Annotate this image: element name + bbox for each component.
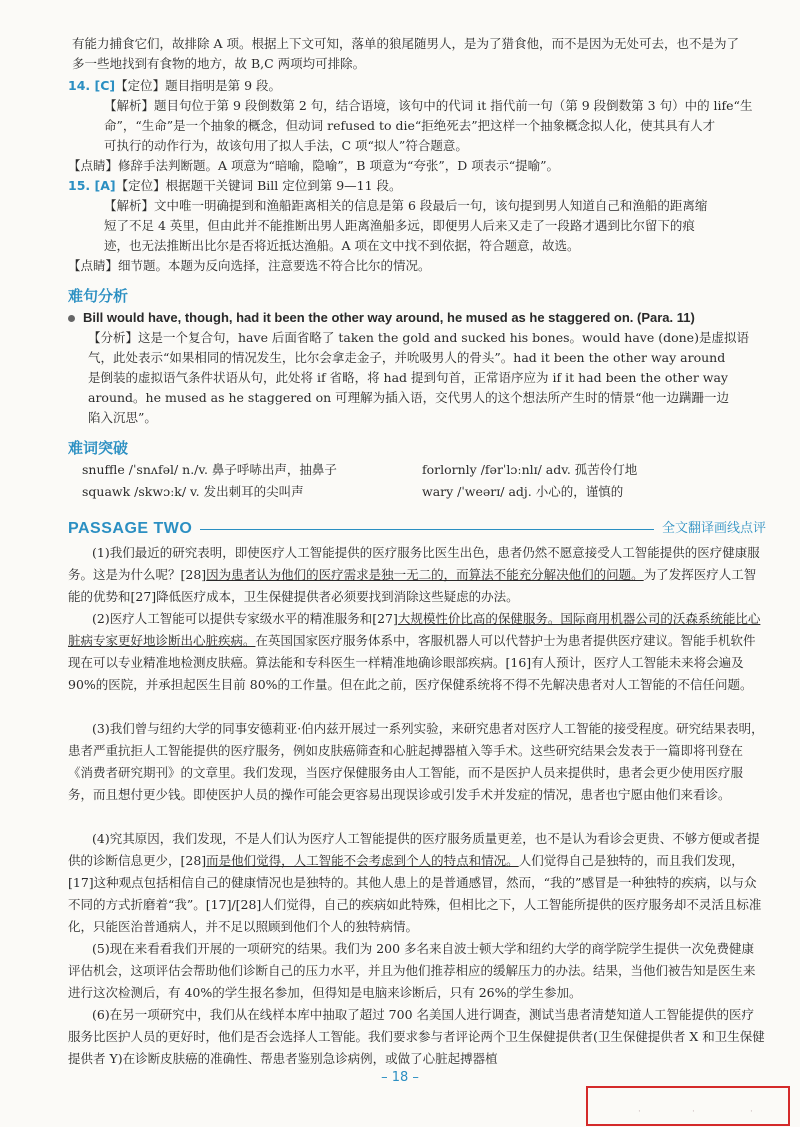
question-14 [68, 76, 768, 176]
analysis-line: 【分析】这是一个复合句，have 后面省略了 taken the gold and sucked his bones。would have (done)是虚拟语 [88, 330, 749, 345]
passage-subtitle: 全文翻译画线点评 [661, 521, 766, 536]
analysis-line: around。he mused as he staggered on 可理解为插入语，交代男人的这个想法所产生时的情景“他一边蹒跚一边 [88, 390, 730, 405]
divider [200, 529, 654, 530]
translation-paragraph [68, 718, 766, 806]
analysis-line: 迹，也无法推断出比尔是否将近抵达渔船。A 项在文中找不到依据，符合题意，故选。 [104, 238, 580, 253]
para-text: 为了发挥医疗人工智能的优势和[27]降低医疗成本，卫生保健提供者必须要找到消除这些疑虑的办法。 [68, 567, 757, 604]
translation-paragraph [68, 1004, 766, 1070]
intro-line: 多一些地找到有食物的地方，故 B,C 两项均可排除。 [72, 56, 366, 71]
passage-header [68, 519, 766, 539]
vocab-item: wary /ˈweərɪ/ adj. 小心的，谨慎的 [422, 484, 624, 499]
page-number: – 18 – [381, 1070, 419, 1085]
analysis-line: 可执行的动作行为，故该句用了拟人手法，C 项“拟人”符合题意。 [104, 138, 468, 153]
faint-mark: · [692, 1107, 695, 1117]
para-text: (2)医疗人工智能可以提供专家级水平的精准服务和[27] [92, 611, 398, 626]
analysis-line: 命”，“生命”是一个抽象的概念，但动词 refused to die“拒绝死去”把这样一个抽象概念拟人化，使其具有人才 [104, 118, 716, 133]
highlight-box [586, 1086, 790, 1126]
para-text: 在英国国家医疗服务体系中，客服机器人可以代替护士为患者提供医疗建议。智能手机软件现在可以专业精准地检测皮肤癌。算法能和专科医生一样精准地确诊眼部疾病。[16]有人预计，医疗人工智能未来将会遍及 90%的医院，并承担起医生目前 80%的工作量。但在此之前，医疗保健系统将不得不先解决患者对人工智能的不信任问题。 [68, 633, 756, 692]
underlined-text: 大规模性价比高的保健服务。国际商用机器公司的沃森系统能比心脏病专家更好地诊断出心脏疾病。 [68, 611, 761, 648]
underlined-text: 而是他们觉得，人工智能不会考虑到个人的特点和情况。 [206, 853, 519, 868]
analysis-block [68, 96, 768, 156]
analysis-line: 【解析】题目句位于第 9 段倒数第 2 句，结合语境，该句中的代词 it 指代前一句（第 9 段倒数第 3 句）中的 life“生 [104, 98, 753, 113]
question-number: 14. [C] [68, 78, 116, 93]
passage-title: PASSAGE TWO [68, 520, 193, 537]
para-text: (4)究其原因，我们发现，不是人们认为医疗人工智能提供的医疗服务质量更差，也不是认为看诊会更贵、不够方便或者提供的诊断信息更少，[28] [68, 831, 760, 868]
section-heading-hard-sentence: 难句分析 [68, 287, 129, 305]
hard-sentence-block [68, 308, 768, 428]
question-number: 15. [A] [68, 178, 116, 193]
underlined-text: 因为患者认为他们的医疗需求是独一无二的，而算法不能充分解决他们的问题。 [206, 567, 644, 582]
locate-text: 【定位】根据题干关键词 Bill 定位到第 9—11 段。 [115, 178, 402, 193]
analysis-line: 短了不足 4 英里，但由此并不能推断出男人距离渔船多远，即便男人后来又走了一段路才遇到比尔留下的痕 [104, 218, 695, 233]
tip-text: 【点睛】修辞手法判断题。A 项意为“暗喻，隐喻”，B 项意为“夸张”，D 项表示“提喻”。 [68, 158, 559, 173]
intro-text [72, 34, 764, 74]
para-text: 人们觉得自己是独特的，而且我们发现，[17]这种观点包括相信自己的健康情况也是独特的。其他人患上的是普通感冒，然而，“我的”感冒是一种独特的疾病，以与众不同的方式折磨着“我”。[17]/[28]人们觉得，自己的疾病如此特殊，但相比之下，人工智能所提供的医疗服务却不灵活且标准化，只能医治普通病人，并不足以照顾到他们个人的独特病情。 [68, 853, 762, 934]
translation-paragraph [68, 938, 766, 1004]
para-text: (3)我们曾与纽约大学的同事安德莉亚·伯内兹开展过一系列实验，来研究患者对医疗人工智能的接受程度。研究结果表明，患者严重抗拒人工智能提供的医疗服务，例如皮肤癌筛查和心脏起搏器植入等手术。这些研究结果会发表于一篇即将刊登在《消费者研究期刊》的文章里。我们发现，当医疗保健服务由人工智能，而不是医护人员来提供时，患者会更少使用医疗服务，而且想付更少钱。即使医护人员的操作可能会更容易出现误诊或引发手术并发症的情况，患者也宁愿由他们来看诊。 [68, 721, 764, 802]
bullet-icon [68, 315, 75, 322]
example-sentence: Bill would have, though, had it been the other way around, he mused as he staggered on. (Para. 11) [83, 310, 695, 325]
question-15 [68, 176, 768, 276]
translation-paragraph [68, 608, 766, 696]
translation-paragraph [68, 542, 766, 608]
analysis-line: 【解析】文中唯一明确提到和渔船距离相关的信息是第 6 段最后一句，该句提到男人知道自己和渔船的距离缩 [104, 198, 708, 213]
faint-mark: · [750, 1107, 753, 1117]
tip-text: 【点睛】细节题。本题为反向选择，注意要选不符合比尔的情况。 [68, 258, 431, 273]
analysis-line: 气，此处表示“如果相同的情况发生，比尔会拿走金子，并吮吸男人的骨头”。had it been the other way around [88, 350, 726, 365]
vocab-item: squawk /skwɔːk/ v. 发出刺耳的尖叫声 [82, 484, 304, 499]
analysis-line: 陷入沉思”。 [88, 410, 157, 425]
translation-paragraph [68, 828, 766, 938]
analysis-line: 是倒装的虚拟语气条件状语从句，此处将 if 省略，将 had 提到句首，正常语序应为 if it had been the other way [88, 370, 728, 385]
para-text: (1)我们最近的研究表明，即使医疗人工智能提供的医疗服务比医生出色，患者仍然不愿意接受人工智能提供的医疗健康服务。这是为什么呢？[28] [68, 545, 760, 582]
vocab-item: forlornly /fərˈlɔːnlɪ/ adv. 孤苦伶仃地 [422, 462, 638, 477]
intro-line: 有能力捕食它们，故排除 A 项。根据上下文可知，落单的狼尾随男人，是为了猎食他，而不是因为无处可去，也不是为了 [72, 36, 739, 51]
vocab-list [82, 460, 762, 504]
locate-text: 【定位】题目指明是第 9 段。 [115, 78, 282, 93]
faint-mark: · [638, 1107, 641, 1117]
para-text: (5)现在来看看我们开展的一项研究的结果。我们为 200 多名来自波士顿大学和纽约大学的商学院学生提供一次免费健康评估机会，这项评估会帮助他们诊断自己的压力水平，并且为他们推荐相应的缓解压力的办法。结果，当他们被告知是医生来进行这次检测后，有 40%的学生报名参加，但得知是电脑来诊断后，只有 26%的学生参加。 [68, 941, 756, 1000]
section-heading-vocab: 难词突破 [68, 439, 129, 457]
para-text: (6)在另一项研究中，我们从在线样本库中抽取了超过 700 名美国人进行调查，测试当患者清楚知道人工智能提供的医疗服务比医护人员的更好时，他们是否会选择人工智能。我们要求参与者评论两个卫生保健提供者(卫生保健提供者 X 和卫生保健提供者 Y)在诊断皮肤癌的准确性、帮患者鉴别急诊病例，或做了心脏起搏器植 [68, 1007, 765, 1066]
vocab-item: snuffle /ˈsnʌfəl/ n./v. 鼻子呼哧出声，抽鼻子 [82, 462, 337, 477]
analysis-block [68, 196, 768, 256]
sentence-analysis [68, 328, 768, 428]
